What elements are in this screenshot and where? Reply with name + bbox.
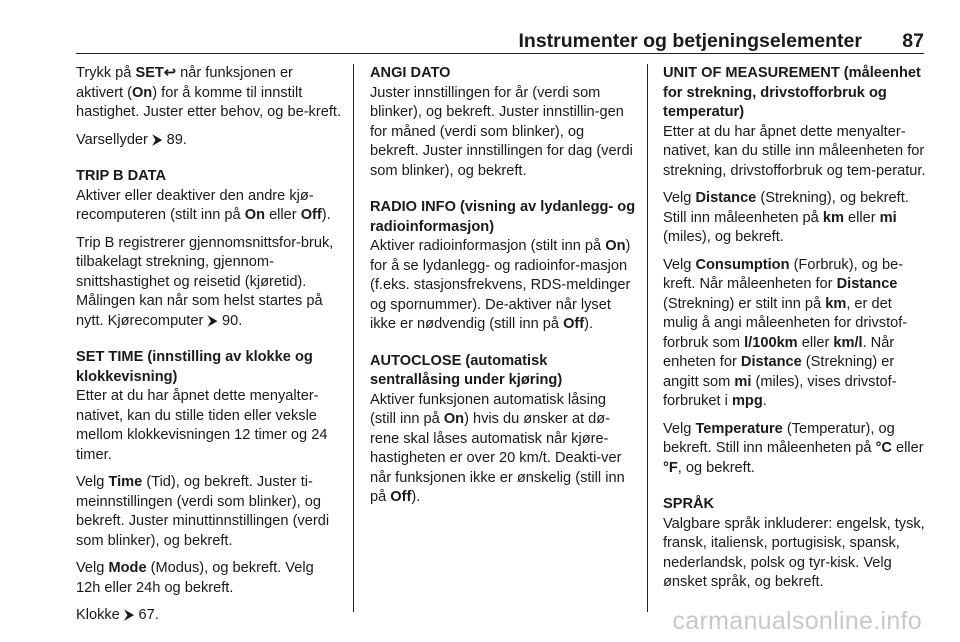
column-3	[663, 64, 929, 601]
paragraph-trip-b-1: Aktiver eller deaktiver den andre kjø-recomputeren (stilt inn på On eller Off).	[76, 187, 331, 223]
heading-set-time: SET TIME (innstilling av klokke og klokkevisning)	[76, 349, 313, 385]
paragraph-set-time-2: Velg Time (Tid), og bekreft. Juster ti-meinnstillingen (verdi som blinker), og bekreft. Juster minuttinnstillingen (verdi som blinker), og bekreft.	[76, 474, 330, 549]
page-title: Instrumenter og betjeningselementer	[518, 30, 862, 52]
watermark: carmanualsonline.info	[672, 607, 922, 635]
paragraph-angi-dato: Juster innstillingen for år (verdi som blinker), og bekreft. Juster innstillin-gen for måned (verdi som blinker), og bekreft. Juster innstillingen for dag (verdi som blinker), og bekreft.	[370, 84, 633, 179]
heading-trip-b-data: TRIP B DATA	[76, 168, 166, 184]
paragraph-unit-distance: Velg Distance (Strekning), og bekreft. Still inn måleenheten på km eller mi (miles), og bekreft.	[663, 190, 909, 245]
heading-angi-dato: ANGI DATO	[370, 65, 451, 81]
page-number: 87	[902, 30, 924, 52]
paragraph-sprak: Valgbare språk inkluderer: engelsk, tysk, fransk, italiensk, portugisisk, spansk, nederlandsk, polsk og tyr-kisk. Velg ønsket språk, og bekreft.	[663, 515, 925, 590]
paragraph-unit-temperature: Velg Temperature (Temperatur), og bekreft. Still inn måleenheten på °C eller °F, og bekreft.	[663, 420, 924, 476]
return-arrow-icon: ↩	[163, 65, 177, 81]
heading-unit-of-measurement: UNIT OF MEASUREMENT (måleenhet for strekning, drivstofforbruk og temperatur)	[663, 65, 921, 120]
page-header	[76, 30, 924, 52]
column-divider-2	[647, 64, 648, 612]
paragraph-trip-b-2: Trip B registrerer gjennomsnittsfor-bruk, tilbakelagt strekning, gjennom-snittshastighet og reisetid (kjøretid). Målingen kan når som helst startes på nytt. Kjørecomputer ⮞ 90.	[76, 234, 334, 329]
column-divider-1	[353, 64, 354, 612]
paragraph-clock-ref: Klokke ⮞ 67.	[76, 607, 159, 623]
paragraph-unit-consumption: Velg Consumption (Forbruk), og be-kreft. Når måleenheten for Distance (Strekning) er stilt inn på km, er det mulig å angi måleenheten for drivstof-forbruk som l/100km eller km/l. Når enheten for Distance (Strekning) er angitt som mi (miles), vises drivstof-forbruket i mpg.	[663, 256, 908, 409]
paragraph-radio-info: Aktiver radioinformasjon (stilt inn på On) for å se lydanlegg- og radioinfor-masjon (f.eks. stasjonsfrekvens, RDS-meldinger og spornummer). De-aktiver når lyset ikke er nødvendig (still inn på Off).	[370, 238, 631, 332]
paragraph-warning-sounds: Varsellyder ⮞ 89.	[76, 131, 187, 148]
heading-autoclose: AUTOCLOSE (automatisk sentrallåsing under kjøring)	[370, 352, 563, 388]
paragraph-autoclose: Aktiver funksjonen automatisk låsing (still inn på On) hvis du ønsker at dø-rene skal låses automatisk når kjøre-hastigheten er over 20 km/t. Deakti-ver når funksjonen ikke er ønskelig (still inn på Off).	[370, 391, 625, 505]
paragraph-unit-1: Etter at du har åpnet dette menyalter-nativet, kan du stille inn måleenheten for strekning, drivstofforbruk og tem-peratur.	[663, 123, 926, 179]
column-2	[370, 64, 636, 516]
paragraph-set-time-3: Velg Mode (Modus), og bekreft. Velg 12h eller 24h og bekreft.	[76, 560, 314, 596]
column-1	[76, 64, 342, 634]
set-label: SET	[135, 65, 164, 81]
header-divider	[76, 53, 924, 54]
paragraph-set-time-1: Etter at du har åpnet dette menyalter-nativet, kan du stille tiden eller veksle mellom klokkevisningen 12 timer og 24 timer.	[76, 388, 328, 463]
paragraph-set-speed: Trykk på SET↩ når funksjonen er aktivert (On) for å komme til innstilt hastighet. Juster etter behov, og be-kreft.	[76, 65, 341, 120]
heading-sprak: SPRÅK	[663, 496, 715, 512]
heading-radio-info: RADIO INFO (visning av lydanlegg- og radioinformasjon)	[370, 199, 636, 235]
